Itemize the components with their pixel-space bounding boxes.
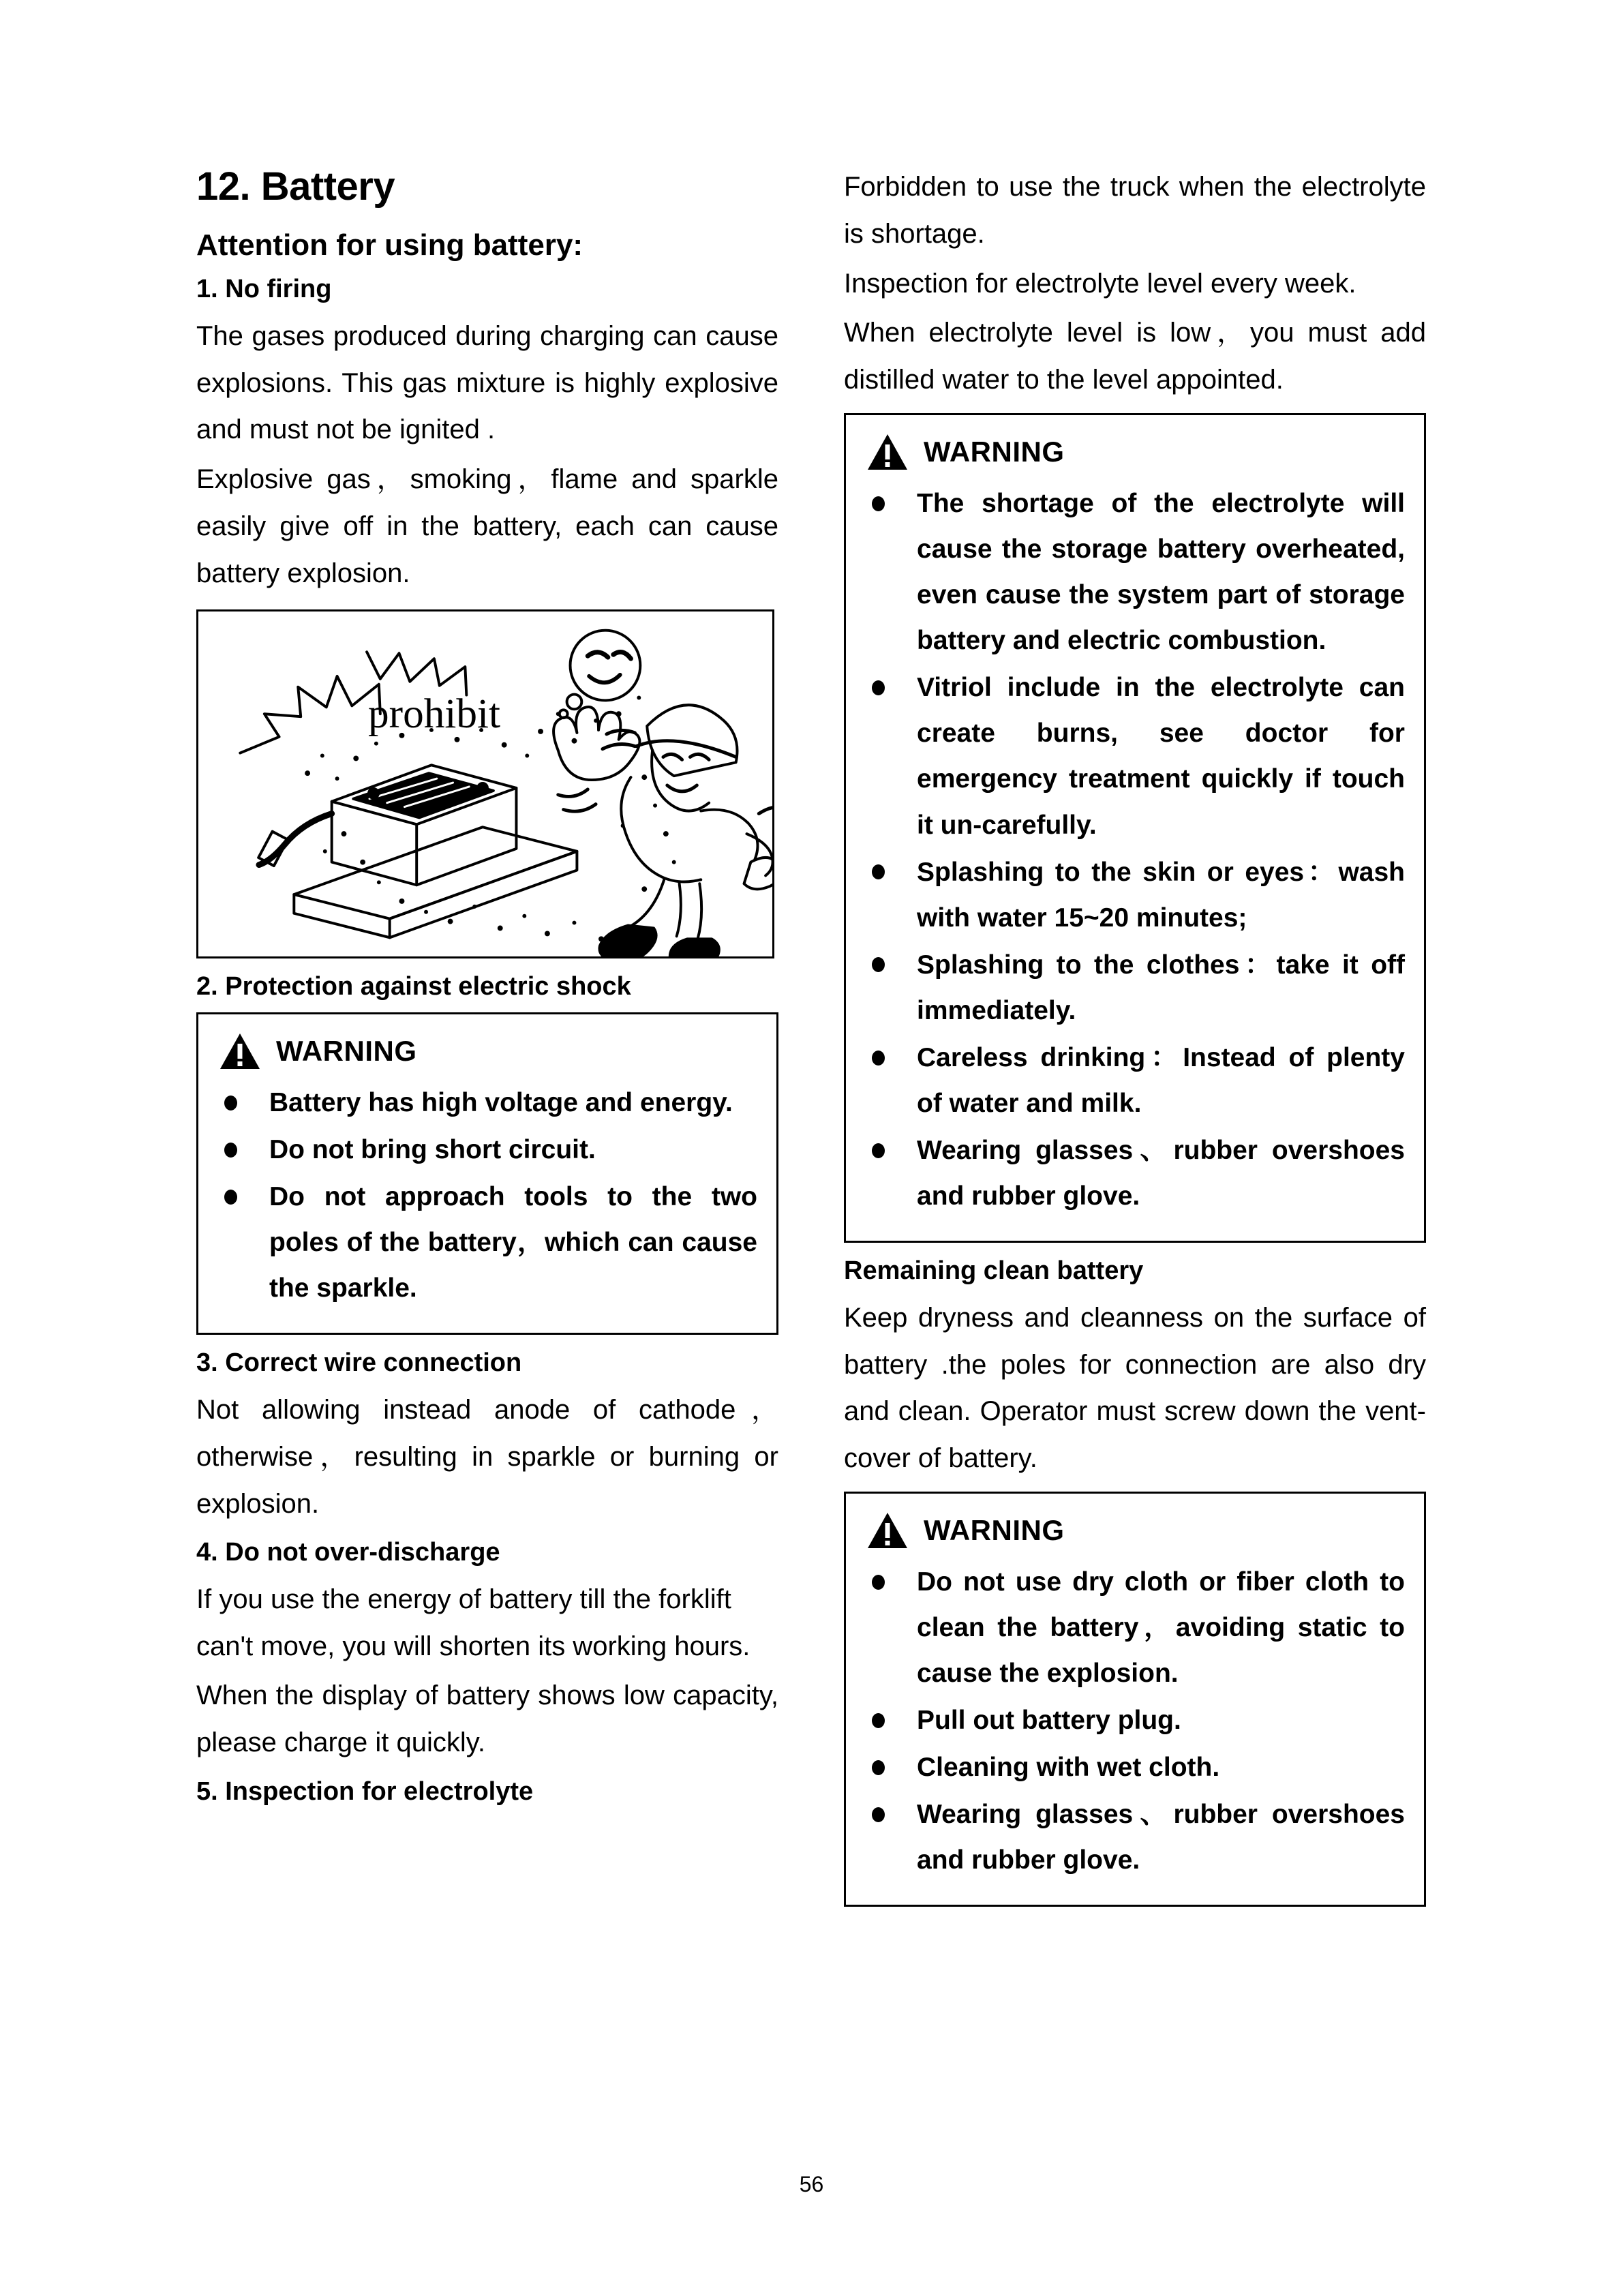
left-column	[196, 164, 778, 1919]
paragraph-over-discharge-2: When the display of battery shows low capacity, please charge it quickly.	[196, 1680, 778, 1758]
warning-label: WARNING	[924, 1513, 1065, 1546]
warning-list-item	[219, 1174, 757, 1311]
figure-prohibit-label: prohibit	[368, 690, 501, 737]
warning-item-text: Splashing to the skin or eyes：wash with water 15~20 minutes;	[917, 857, 1405, 933]
paragraph-add-distilled-water: When electrolyte level is low，you must add distilled water to the level appointed.	[844, 318, 1426, 395]
paragraph-forbidden-to-use: Forbidden to use the truck when the electrolyte is shortage.	[844, 172, 1426, 249]
warning-item-text: Wearing glasses、rubber overshoes and rubber glove.	[917, 1136, 1405, 1211]
page-title: 12. Battery	[196, 164, 395, 209]
warning-item-text: Do not approach tools to the two poles of the battery，which can cause the sparkle.	[269, 1182, 757, 1303]
bullet-icon	[872, 1807, 885, 1822]
warning-item-text: Cleaning with wet cloth.	[917, 1753, 1220, 1783]
figure-battery-explosion-illustration	[196, 609, 774, 958]
heading-protection-electric-shock: 2. Protection against electric shock	[196, 971, 631, 1001]
warning-list-item	[866, 481, 1405, 663]
paragraph-correct-wire-connection: Not allowing instead anode of cathode，otherwise，resulting in sparkle or burning or explosion.	[196, 1394, 778, 1519]
heading-remaining-clean-battery: Remaining clean battery	[844, 1256, 1144, 1286]
warning-triangle-icon	[219, 1032, 261, 1070]
warning-label: WARNING	[276, 1035, 417, 1068]
warning-list-item	[866, 942, 1405, 1033]
bullet-icon	[872, 957, 885, 972]
warning-label: WARNING	[924, 435, 1065, 468]
warning-list-item	[219, 1080, 757, 1126]
bullet-icon	[872, 1143, 885, 1158]
battery-explosion-drawing	[198, 611, 772, 956]
two-column-body	[196, 164, 1427, 1919]
warning-triangle-icon	[866, 433, 909, 471]
heading-correct-wire-connection: 3. Correct wire connection	[196, 1348, 522, 1378]
warning-list-item	[866, 849, 1405, 941]
bullet-icon	[224, 1096, 237, 1111]
warning-list-item	[866, 1697, 1405, 1743]
warning-list-item	[866, 1128, 1405, 1219]
right-column	[844, 164, 1426, 1919]
warning-bullet-list	[219, 1080, 757, 1311]
warning-list-item	[219, 1127, 757, 1173]
bullet-icon	[872, 1575, 885, 1590]
warning-box-cleaning	[844, 1492, 1426, 1907]
warning-box-electrolyte	[844, 413, 1426, 1243]
warning-list-item	[866, 1744, 1405, 1790]
heading-no-firing: 1. No firing	[196, 275, 332, 304]
bullet-icon	[872, 1713, 885, 1728]
section-subtitle: Attention for using battery:	[196, 228, 583, 262]
warning-list-item	[866, 1559, 1405, 1696]
warning-item-text: Careless drinking：Instead of plenty of water and milk.	[917, 1042, 1405, 1118]
paragraph-no-firing-2: Explosive gas，smoking，flame and sparkle easily give off in the battery, each can cause battery explosion.	[196, 464, 778, 588]
warning-bullet-list	[866, 481, 1405, 1219]
warning-item-text: The shortage of the electrolyte will cause the storage battery overheated, even cause the system part of storage battery and electric combustion.	[917, 488, 1405, 656]
heading-do-not-over-discharge: 4. Do not over-discharge	[196, 1538, 500, 1567]
bullet-icon	[872, 496, 885, 511]
warning-list-item	[866, 1035, 1405, 1126]
bullet-icon	[224, 1143, 237, 1158]
heading-inspection-for-electrolyte: 5. Inspection for electrolyte	[196, 1777, 534, 1806]
warning-item-text: Wearing glasses、rubber overshoes and rubber glove.	[917, 1800, 1405, 1875]
warning-item-text: Do not use dry cloth or fiber cloth to clean the battery，avoiding static to cause the explosion.	[917, 1567, 1405, 1689]
warning-item-text: Do not bring short circuit.	[269, 1135, 596, 1165]
bullet-icon	[872, 864, 885, 879]
warning-header	[866, 433, 1405, 471]
paragraph-no-firing-1: The gases produced during charging can cause explosions. This gas mixture is highly explosive and must not be ignited .	[196, 320, 778, 445]
warning-item-text: Battery has high voltage and energy.	[269, 1088, 733, 1118]
bullet-icon	[872, 680, 885, 695]
bullet-icon	[224, 1190, 237, 1205]
warning-box-electric-shock	[196, 1012, 778, 1335]
warning-header	[219, 1032, 757, 1070]
bullet-icon	[872, 1760, 885, 1775]
warning-item-text: Pull out battery plug.	[917, 1706, 1181, 1736]
warning-list-item	[866, 1792, 1405, 1883]
warning-triangle-icon	[866, 1511, 909, 1550]
warning-bullet-list	[866, 1559, 1405, 1884]
paragraph-weekly-inspection: Inspection for electrolyte level every week.	[844, 268, 1356, 299]
bullet-icon	[872, 1051, 885, 1066]
page-number: 56	[799, 2172, 824, 2196]
warning-list-item	[866, 665, 1405, 847]
warning-item-text: Splashing to the clothes：take it off immediately.	[917, 950, 1405, 1025]
paragraph-remaining-clean-battery: Keep dryness and cleanness on the surface of battery .the poles for connection are also dry and clean. Operator must screw down the vent-cover of battery.	[844, 1302, 1426, 1474]
paragraph-over-discharge-1: If you use the energy of battery till the forklift can't move, you will shorten its working hours.	[196, 1584, 750, 1661]
warning-header	[866, 1511, 1405, 1550]
warning-item-text: Vitriol include in the electrolyte can create burns, see doctor for emergency treatment quickly if touch it un-carefully.	[917, 673, 1405, 840]
